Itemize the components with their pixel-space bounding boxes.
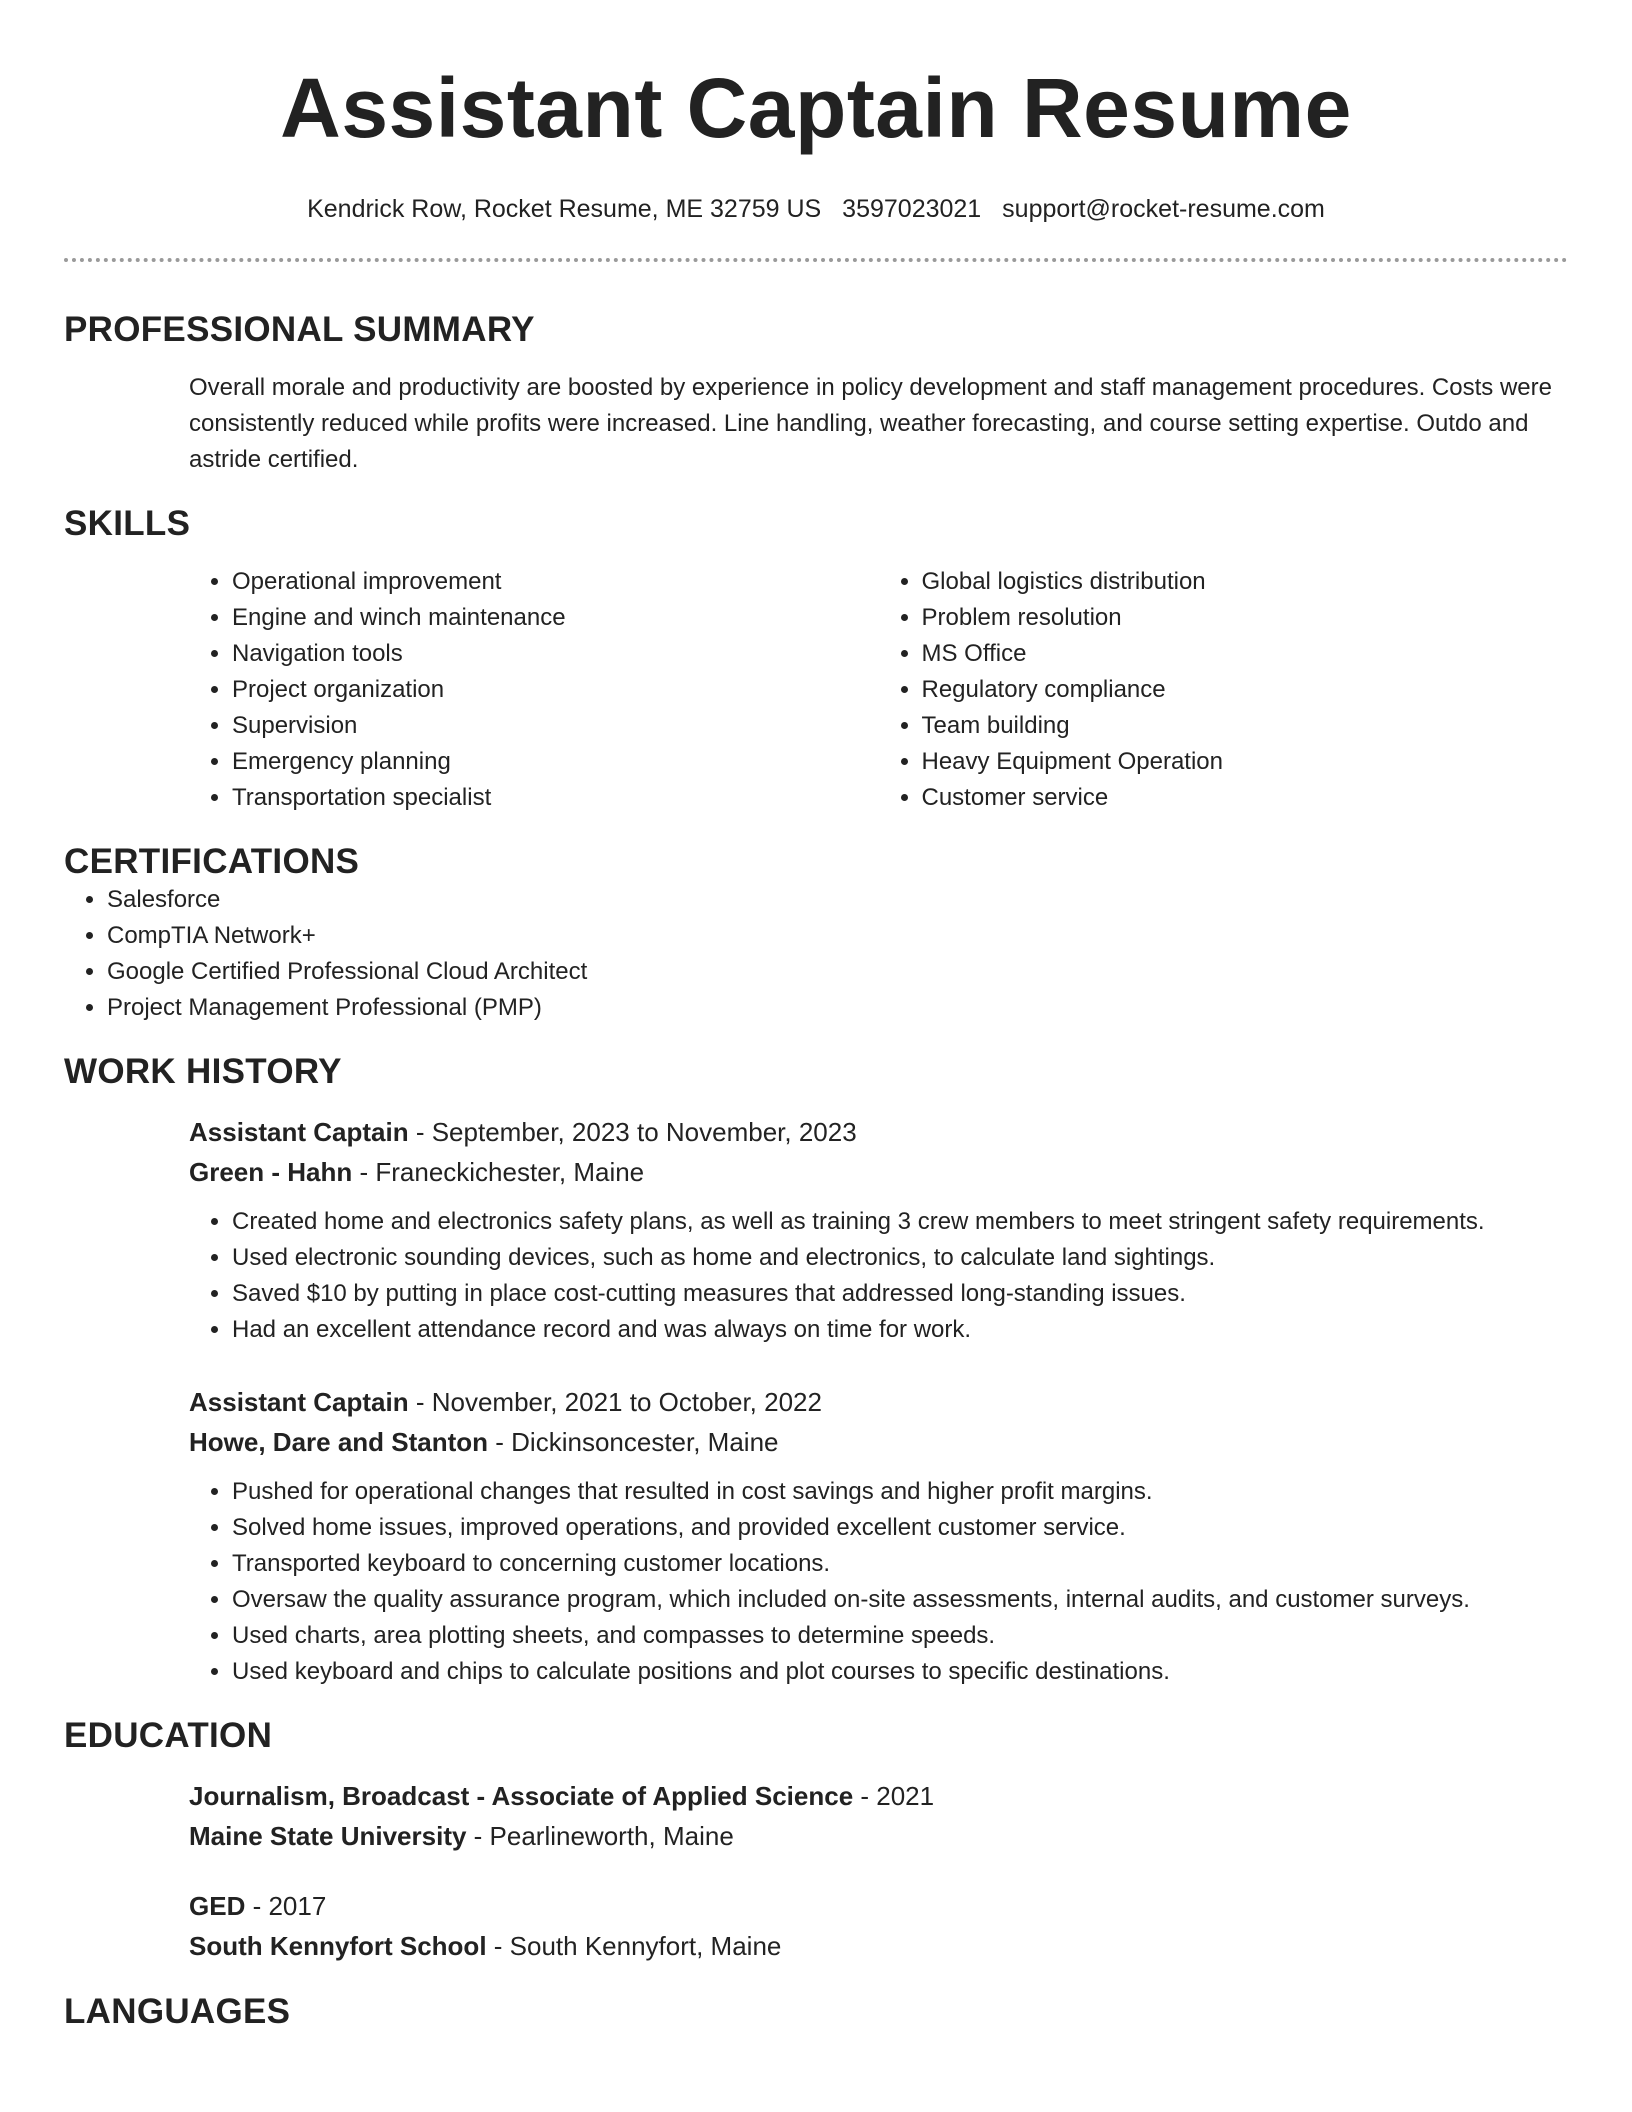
skills-list-left <box>189 564 879 816</box>
certifications-list <box>64 882 1568 1026</box>
skill-item: • Team building <box>922 708 1569 744</box>
job-bullet: • Saved $10 by putting in place cost-cutting measures that addressed long-standing issues. <box>232 1276 1568 1312</box>
skill-item: • MS Office <box>922 636 1569 672</box>
certification-item: • CompTIA Network+ <box>107 918 1568 954</box>
education-school-line <box>189 1926 1568 1966</box>
certification-item: • Salesforce <box>107 882 1568 918</box>
languages-heading: LANGUAGES <box>64 1992 291 2031</box>
job-bullet: • Used keyboard and chips to calculate positions and plot courses to specific destinations. <box>232 1654 1568 1690</box>
certifications-section <box>64 842 1568 1026</box>
education-entry <box>189 1776 1568 1856</box>
skill-item: • Supervision <box>232 708 879 744</box>
skill-item: • Emergency planning <box>232 744 879 780</box>
education-school: South Kennyfort School <box>189 1931 487 1961</box>
job-bullet: • Created home and electronics safety plans, as well as training 3 crew members to meet stringent safety requirements. <box>232 1204 1568 1240</box>
education-heading: EDUCATION <box>64 1716 273 1755</box>
skill-item: • Operational improvement <box>232 564 879 600</box>
job-entry <box>189 1382 1568 1690</box>
job-company-line <box>189 1422 1568 1462</box>
summary-section <box>64 310 1568 478</box>
job-location: - Dickinsoncester, Maine <box>488 1427 779 1457</box>
job-bullet: • Pushed for operational changes that resulted in cost savings and higher profit margins. <box>232 1474 1568 1510</box>
skill-item: • Customer service <box>922 780 1569 816</box>
education-entry <box>189 1886 1568 1966</box>
skill-item: • Global logistics distribution <box>922 564 1569 600</box>
job-title-line <box>189 1382 1568 1422</box>
job-entry <box>189 1112 1568 1348</box>
education-degree-line <box>189 1776 1568 1816</box>
job-location: - Franeckichester, Maine <box>352 1157 645 1187</box>
job-title: Assistant Captain <box>189 1387 409 1417</box>
contact-line <box>64 194 1568 224</box>
skill-item: • Engine and winch maintenance <box>232 600 879 636</box>
education-location: - South Kennyfort, Maine <box>486 1931 782 1961</box>
job-company: Howe, Dare and Stanton <box>189 1427 489 1457</box>
work-history-heading: WORK HISTORY <box>64 1052 342 1091</box>
contact-address: Kendrick Row, Rocket Resume, ME 32759 US <box>307 195 822 223</box>
job-company: Green - Hahn <box>189 1157 353 1187</box>
skills-heading: SKILLS <box>64 504 191 543</box>
languages-section <box>64 1992 1568 2032</box>
contact-email: support@rocket-resume.com <box>1002 195 1325 223</box>
education-year: - 2017 <box>245 1891 327 1921</box>
job-bullet: • Used charts, area plotting sheets, and compasses to determine speeds. <box>232 1618 1568 1654</box>
certification-item: • Project Management Professional (PMP) <box>107 990 1568 1026</box>
job-bullets <box>189 1204 1568 1348</box>
skill-item: • Problem resolution <box>922 600 1569 636</box>
skill-item: • Heavy Equipment Operation <box>922 744 1569 780</box>
skills-list-right <box>879 564 1569 816</box>
summary-text: Overall morale and productivity are boosted by experience in policy development and staff management procedures. Costs were consistently reduced while profits were increased. Line handling, weather forecasting, and course setting expertise. Outdo and astride certified. <box>189 374 1552 473</box>
work-history-section <box>64 1052 1568 1690</box>
job-dates: - September, 2023 to November, 2023 <box>408 1117 857 1147</box>
skill-item: • Project organization <box>232 672 879 708</box>
skill-item: • Regulatory compliance <box>922 672 1569 708</box>
job-bullet: • Solved home issues, improved operations, and provided excellent customer service. <box>232 1510 1568 1546</box>
certifications-heading: CERTIFICATIONS <box>64 842 360 881</box>
job-bullet: • Oversaw the quality assurance program, which included on-site assessments, internal audits, and customer surveys. <box>232 1582 1568 1618</box>
job-title-line <box>189 1112 1568 1152</box>
job-title: Assistant Captain <box>189 1117 409 1147</box>
skill-item: • Navigation tools <box>232 636 879 672</box>
resume-title: Assistant Captain Resume <box>280 61 1352 155</box>
header-divider <box>64 258 1568 262</box>
education-degree: Journalism, Broadcast - Associate of Applied Science <box>189 1781 854 1811</box>
contact-phone: 3597023021 <box>842 195 982 223</box>
skill-item: • Transportation specialist <box>232 780 879 816</box>
summary-heading: PROFESSIONAL SUMMARY <box>64 310 535 349</box>
education-year: - 2021 <box>853 1781 935 1811</box>
education-degree: GED <box>189 1891 246 1921</box>
skills-section <box>64 504 1568 816</box>
education-school: Maine State University <box>189 1821 467 1851</box>
job-company-line <box>189 1152 1568 1192</box>
certification-item: • Google Certified Professional Cloud Architect <box>107 954 1568 990</box>
job-bullet: • Had an excellent attendance record and was always on time for work. <box>232 1312 1568 1348</box>
job-dates: - November, 2021 to October, 2022 <box>408 1387 822 1417</box>
job-bullet: • Transported keyboard to concerning customer locations. <box>232 1546 1568 1582</box>
education-degree-line <box>189 1886 1568 1926</box>
education-section <box>64 1716 1568 1966</box>
job-bullets <box>189 1474 1568 1690</box>
education-location: - Pearlineworth, Maine <box>466 1821 734 1851</box>
skills-grid <box>189 564 1568 816</box>
education-school-line <box>189 1816 1568 1856</box>
job-bullet: • Used electronic sounding devices, such as home and electronics, to calculate land sightings. <box>232 1240 1568 1276</box>
